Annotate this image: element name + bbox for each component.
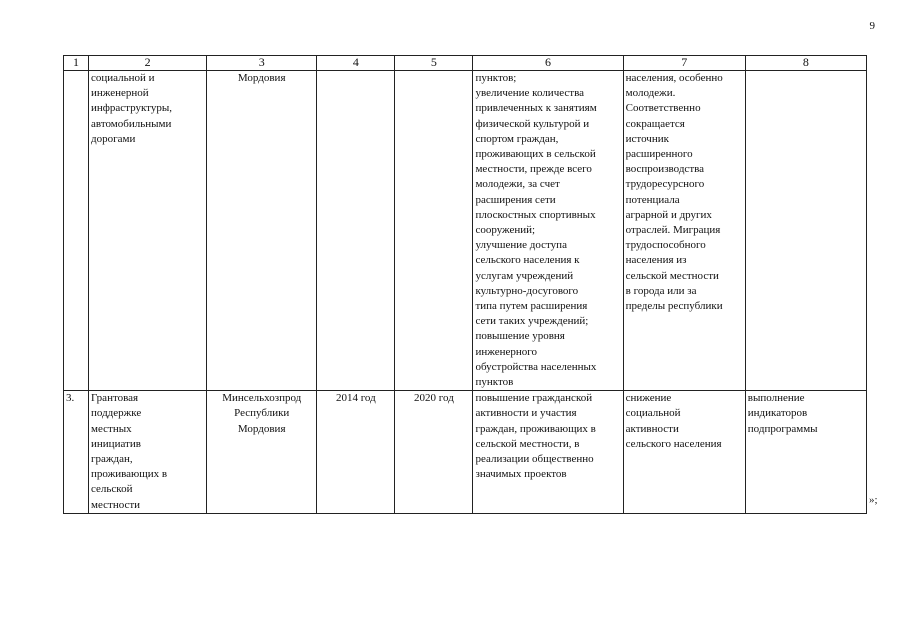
expected-result-cell: пунктов; увеличение количества привлеченных к занятиям физической культурой и спортом граждан, проживающих в сельской местности, прежде всего молодежи, за счет расширения сети плоскостных спортивных сооружений; улучшение доступа сельского населения к услугам учреждений культурно-досугового типа путем расширения сети таких учреждений; повышение уровня инженерного обустройства населенных пунктов: [473, 71, 623, 391]
expected-result-cell: повышение гражданской активности и участия граждан, проживающих в сельской местности, в реализации общественно значимых проектов: [473, 391, 623, 514]
header-cell: 4: [317, 56, 395, 71]
closing-quote-mark: »;: [869, 494, 878, 506]
executor-cell: Мордовия: [207, 71, 317, 391]
table-row: [64, 391, 867, 514]
indicator-link-cell: [745, 71, 866, 391]
start-year-cell: [317, 71, 395, 391]
executor-cell: Минсельхозпрод Республики Мордовия: [207, 391, 317, 514]
indicator-link-cell: выполнение индикаторов подпрограммы: [745, 391, 866, 514]
header-cell: 3: [207, 56, 317, 71]
page-number: 9: [869, 20, 875, 32]
header-cell: 5: [395, 56, 473, 71]
row-number-cell: 3.: [64, 391, 89, 514]
end-year-cell: [395, 71, 473, 391]
table-header-row: [64, 56, 867, 71]
row-number-cell: [64, 71, 89, 391]
consequences-cell: населения, особенно молодежи. Соответственно сокращается источник расширенного воспроизводства трудоресурсного потенциала аграрной и других отраслей. Миграция трудоспособного населения из сельской местности в города или за пределы республики: [623, 71, 745, 391]
header-cell: 6: [473, 56, 623, 71]
header-cell: 1: [64, 56, 89, 71]
end-year-cell: 2020 год: [395, 391, 473, 514]
measure-name-cell: Грантовая поддержке местных инициатив граждан, проживающих в сельской местности: [89, 391, 207, 514]
consequences-cell: снижение социальной активности сельского населения: [623, 391, 745, 514]
start-year-cell: 2014 год: [317, 391, 395, 514]
program-table: [63, 55, 867, 514]
header-cell: 7: [623, 56, 745, 71]
table-row: [64, 71, 867, 391]
header-cell: 2: [89, 56, 207, 71]
measure-name-cell: социальной и инженерной инфраструктуры, автомобильными дорогами: [89, 71, 207, 391]
header-cell: 8: [745, 56, 866, 71]
